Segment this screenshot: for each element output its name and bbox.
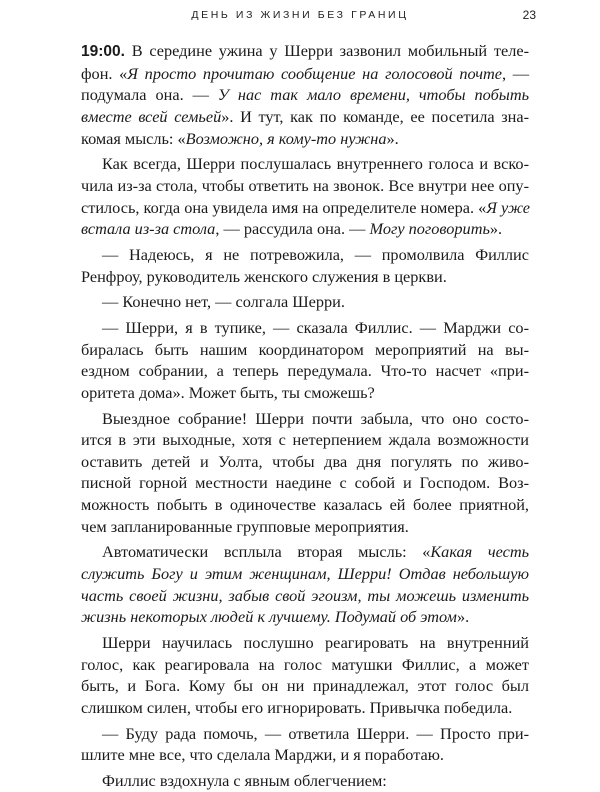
text-line: быть, и Бога. Кому бы он ни принадлежал, этот голос был [81,676,529,696]
italic-run: У нас так мало времени, чтобы побыть [217,85,529,105]
paragraph-9 [81,723,529,766]
text-line: ится в эти выходные, хотя с нетерпением ждала возможности [81,430,529,450]
text-run: фон. « [81,63,128,83]
text-line: шлите мне все, что сделала Марджи, и я поработаю. [81,745,444,765]
text-line: голос, как реагировала на голос матушки Филлис, а может [81,654,529,674]
text-line [81,197,529,219]
text-line [81,128,529,150]
text-line: можность побыть в одиночестве казалась ей более приятной, [81,495,529,515]
text-line: Как всегда, Шерри послушалась внутреннего голоса и вско- [102,154,529,174]
text-run: ». [489,219,503,239]
text-line: биралась быть нашим координатором мероприятий на вы- [81,339,529,359]
text-run: ». И тут, как по команде, ее посетила зна- [221,106,529,126]
italic-run: часть своей жизни, забыв свой эгоизм, ты можешь изменить [81,585,529,605]
text-run: комая мысль: « [81,128,186,148]
text-line: — Надеюсь, я не потревожила, — промолвила Филлис [102,244,529,264]
paragraph-3 [81,244,529,287]
text-line [81,218,529,240]
paragraph-1 [81,40,529,149]
text-line [81,541,529,563]
text-run: ». [386,128,399,148]
text-line [81,563,529,585]
text-line: ездном собрании, а теперь передумала. Что-то насчет «при- [81,361,529,381]
text-run: Автоматически всплыла вторая мысль: « [102,542,431,562]
text-line [81,63,529,85]
text-line: Ренфроу, руководитель женского служения в церкви. [81,266,447,286]
text-run: стилось, когда она увидела имя на определителе номера. « [81,197,487,217]
text-line: слишком силен, чтобы его игнорировать. Привычка победила. [81,698,513,718]
italic-run: встала из-за стола [81,219,216,239]
text-line: — Буду рада помочь, — ответила Шерри. — Просто при- [102,723,529,743]
text-line [81,585,529,607]
italic-run: служить Богу и этим женщинам, Шерри! Отдав небольшую [81,564,529,584]
italic-run: Я просто прочитаю сообщение на голосовой почте [127,63,502,83]
text-line [81,606,529,628]
paragraph-8 [81,632,529,719]
text-run: , — рассудила она. — [215,219,370,239]
text-line [81,84,529,106]
italic-run: Я уже [486,197,530,217]
text-run: , — [501,63,530,83]
paragraph-7 [81,541,529,628]
page-header [0,9,600,29]
text-line: оритета дома». Может быть, ты сможешь? [81,382,375,402]
paragraph-10 [81,770,529,792]
paragraph-4 [81,291,529,313]
text-line: оставить детей и Уолта, чтобы два дня погулять по живо- [81,451,529,471]
paragraph-5 [81,317,529,404]
italic-run: жизнь некоторых людей к лучшему. Подумай об этом [81,607,457,627]
text-run: подумала она. — [81,85,218,105]
text-line: чила из-за стола, чтобы ответить на звонок. Все внутри нее опу- [81,175,529,195]
text-line: — Конечно нет, — солгала Шерри. [102,292,345,312]
paragraph-2 [81,153,529,240]
text-line: писной горной местности наедине с собой и Господом. Воз- [81,473,529,493]
text-line: Шерри научилась послушно реагировать на внутренний [102,633,529,653]
italic-run: Какая честь [430,542,529,562]
text-line: Выездное собрание! Шерри почти забыла, что оно состо- [102,408,529,428]
body-text [81,40,529,792]
text-line [81,40,529,63]
text-line: Филлис вздохнула с явным облегчением: [102,771,387,790]
text-line [81,106,529,128]
running-title: ДЕНЬ ИЗ ЖИЗНИ БЕЗ ГРАНИЦ [191,9,409,21]
text-line: чем запланированные групповые мероприятия. [81,516,409,536]
page-number: 23 [522,8,536,22]
paragraph-6 [81,408,529,538]
text-line: — Шерри, я в тупике, — сказала Филлис. — Марджи со- [102,317,529,337]
time-marker: 19:00. [81,43,125,60]
italic-run: вместе всей семьей [81,106,222,126]
text-run: В середине ужина у Шерри зазвонил мобильный теле- [131,41,529,60]
text-run: ». [456,607,470,627]
italic-run: Могу поговорить [369,219,490,239]
italic-run: Возможно, я кому-то нужна [185,128,387,148]
